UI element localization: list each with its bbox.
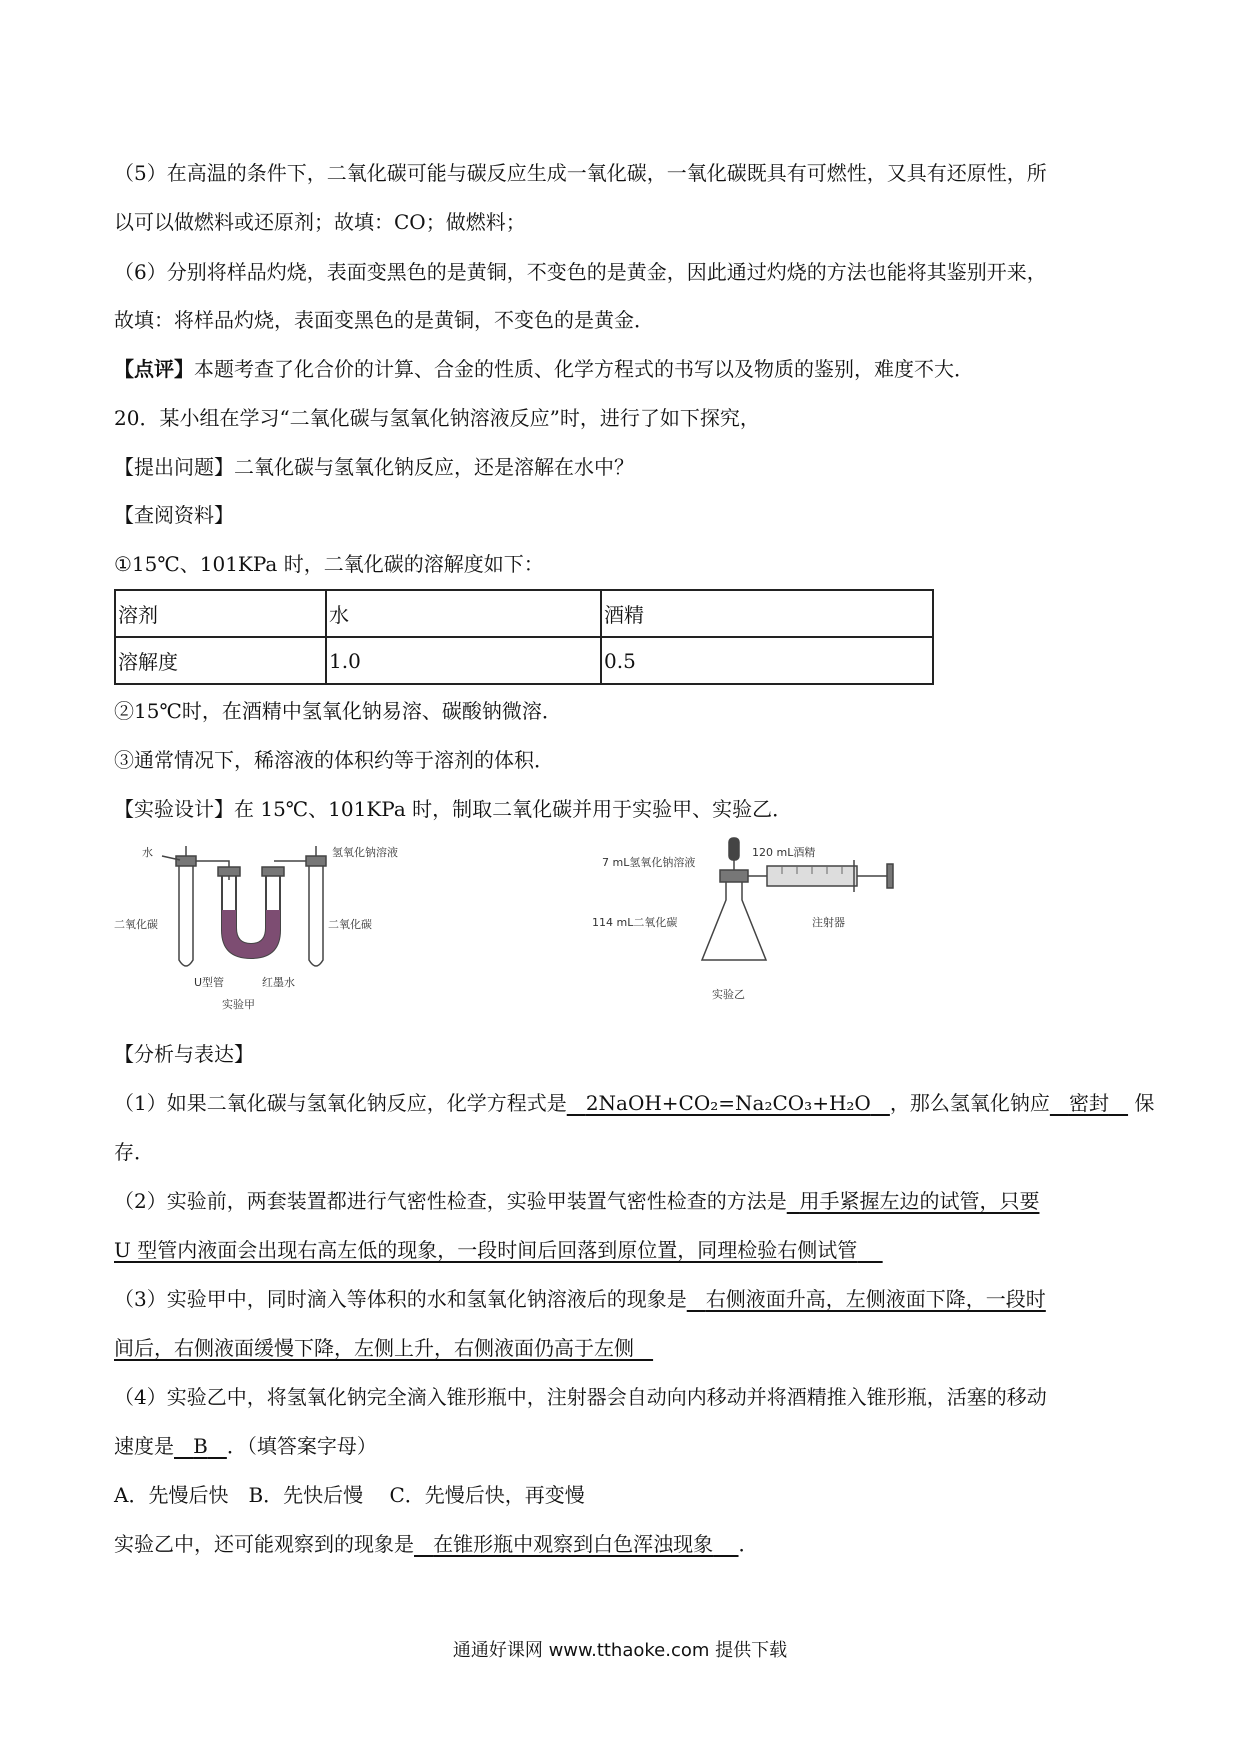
answer-2-answer-a-text: 用手紧握左边的试管，只要 (799, 1189, 1040, 1213)
answer-4-options: A．先慢后快 B．先快后慢 C．先慢后快，再变慢 (114, 1483, 585, 1507)
question-20-intro: 20．某小组在学习“二氧化碳与氢氧化钠溶液反应”时，进行了如下探究， (114, 406, 760, 430)
table-cell: 0.5 (601, 637, 933, 684)
design-text: 在 15℃、101KPa 时，制取二氧化碳并用于实验甲、实验乙． (234, 797, 793, 821)
question-text: 二氧化碳与氢氧化钠反应，还是溶解在水中？ (234, 455, 634, 479)
question-line (114, 454, 1140, 480)
table-cell: 溶解度 (115, 637, 326, 684)
answer-2-answer-a (787, 1189, 1040, 1213)
label-water: 水 (142, 846, 153, 859)
answer-3-answer-b-text: 间后，右侧液面缓慢下降，左侧上升，右侧液面仍高于左侧 (114, 1336, 634, 1360)
answer-4-choice (174, 1434, 227, 1458)
answer-1-prefix: （1）如果二氧化碳与氢氧化钠反应，化学方程式是 (114, 1091, 567, 1115)
material-2: ②15℃时，在酒精中氢氧化钠易溶、碳酸钠微溶． (114, 699, 562, 723)
comment-tag: 【点评】 (114, 357, 194, 381)
answer-1-line-2: 存． (114, 1140, 154, 1164)
answer-1-storage-text: 密封 (1068, 1091, 1109, 1115)
label-co2-left: 二氧化碳 (114, 918, 158, 931)
design-tag: 【实验设计】 (114, 797, 234, 821)
label-naoh-solution: 氢氧化钠溶液 (332, 846, 398, 859)
table-cell: 溶剂 (115, 590, 326, 637)
answer-5-line (114, 1531, 1140, 1557)
answer-3-answer-a (687, 1287, 1046, 1311)
answer-3-line-1 (114, 1286, 1140, 1312)
paragraph-6-line-1: （6）分别将样品灼烧，表面变黑色的是黄铜，不变色的是黄金，因此通过灼烧的方法也能将其鉴别开来， (114, 260, 1047, 284)
answer-4-prefix: 速度是 (114, 1434, 174, 1458)
answer-2-prefix: （2）实验前，两套装置都进行气密性检查，实验甲装置气密性检查的方法是 (114, 1189, 787, 1213)
table-row (115, 590, 933, 637)
answer-3-answer-b (114, 1336, 653, 1360)
answer-3-line-2 (114, 1335, 1140, 1361)
materials-tag: 【查阅资料】 (114, 503, 234, 527)
design-line (114, 796, 1140, 822)
label-co2-right: 二氧化碳 (328, 918, 372, 931)
answer-1-storage (1050, 1091, 1128, 1115)
comment-text: 本题考查了化合价的计算、合金的性质、化学方程式的书写以及物质的鉴别，难度不大． (194, 357, 974, 381)
label-alcohol: 120 mL酒精 (752, 846, 816, 859)
table-row (115, 637, 933, 684)
answer-4-choice-text: B (193, 1434, 208, 1458)
label-u-tube: U型管 (194, 976, 225, 989)
answer-2-line-1 (114, 1188, 1140, 1214)
answer-5-answer (414, 1532, 739, 1556)
comment-paragraph (114, 356, 1140, 382)
material-3: ③通常情况下，稀溶液的体积约等于溶剂的体积． (114, 748, 554, 772)
caption-experiment-b: 实验乙 (712, 988, 745, 1001)
label-co2-114ml: 114 mL二氧化碳 (592, 916, 678, 929)
answer-5-suffix: ． (738, 1532, 759, 1556)
table-cell: 1.0 (326, 637, 601, 684)
label-red-ink: 红墨水 (262, 976, 295, 989)
question-tag: 【提出问题】 (114, 455, 234, 479)
answer-2-answer-b (114, 1238, 883, 1262)
paragraph-6-line-2: 故填：将样品灼烧，表面变黑色的是黄铜，不变色的是黄金． (114, 308, 654, 332)
answer-1-middle: ，那么氢氧化钠应 (889, 1091, 1050, 1115)
answer-1-equation (567, 1091, 890, 1115)
label-naoh-7ml: 7 mL氢氧化钠溶液 (602, 856, 696, 869)
analysis-tag: 【分析与表达】 (114, 1042, 254, 1066)
answer-4-line-2 (114, 1433, 1140, 1459)
caption-experiment-a: 实验甲 (222, 998, 255, 1010)
solubility-table (114, 589, 934, 685)
answer-1-line-1 (114, 1090, 1155, 1116)
answer-5-answer-text: 在锥形瓶中观察到白色浑浊现象 (433, 1532, 714, 1556)
answer-1-suffix: 保 (1134, 1091, 1155, 1115)
answer-2-line-2 (114, 1237, 1140, 1263)
answer-3-answer-a-text: 右侧液面升高，左侧液面下降，一段时 (705, 1287, 1046, 1311)
answer-5-prefix: 实验乙中，还可能观察到的现象是 (114, 1532, 414, 1556)
answer-4-suffix: ．（填答案字母） (226, 1434, 377, 1458)
answer-3-prefix: （3）实验甲中，同时滴入等体积的水和氢氧化钠溶液后的现象是 (114, 1287, 687, 1311)
paragraph-5-line-1: （5）在高温的条件下，二氧化碳可能与碳反应生成一氧化碳，一氧化碳既具有可燃性，又具有还原性，所 (114, 161, 1047, 185)
material-1: ①15℃、101KPa 时，二氧化碳的溶解度如下： (114, 552, 544, 576)
answer-4-line-1: （4）实验乙中，将氢氧化钠完全滴入锥形瓶中，注射器会自动向内移动并将酒精推入锥形瓶，活塞的移动 (114, 1385, 1047, 1409)
answer-2-answer-b-text: U 型管内液面会出现右高左低的现象，一段时间后回落到原位置，同理检验右侧试管 (114, 1238, 858, 1262)
table-cell: 水 (326, 590, 601, 637)
answer-1-equation-text: 2NaOH+CO₂=Na₂CO₃+H₂O (585, 1091, 871, 1115)
paragraph-5-line-2: 以可以做燃料或还原剂；故填：CO；做燃料； (114, 210, 526, 234)
table-cell: 酒精 (601, 590, 933, 637)
page-footer: 通通好课网 www.tthaoke.com 提供下载 (452, 1640, 788, 1661)
label-syringe: 注射器 (812, 916, 845, 929)
experiment-a-figure (114, 840, 474, 1010)
experiment-b-figure (592, 830, 912, 1010)
